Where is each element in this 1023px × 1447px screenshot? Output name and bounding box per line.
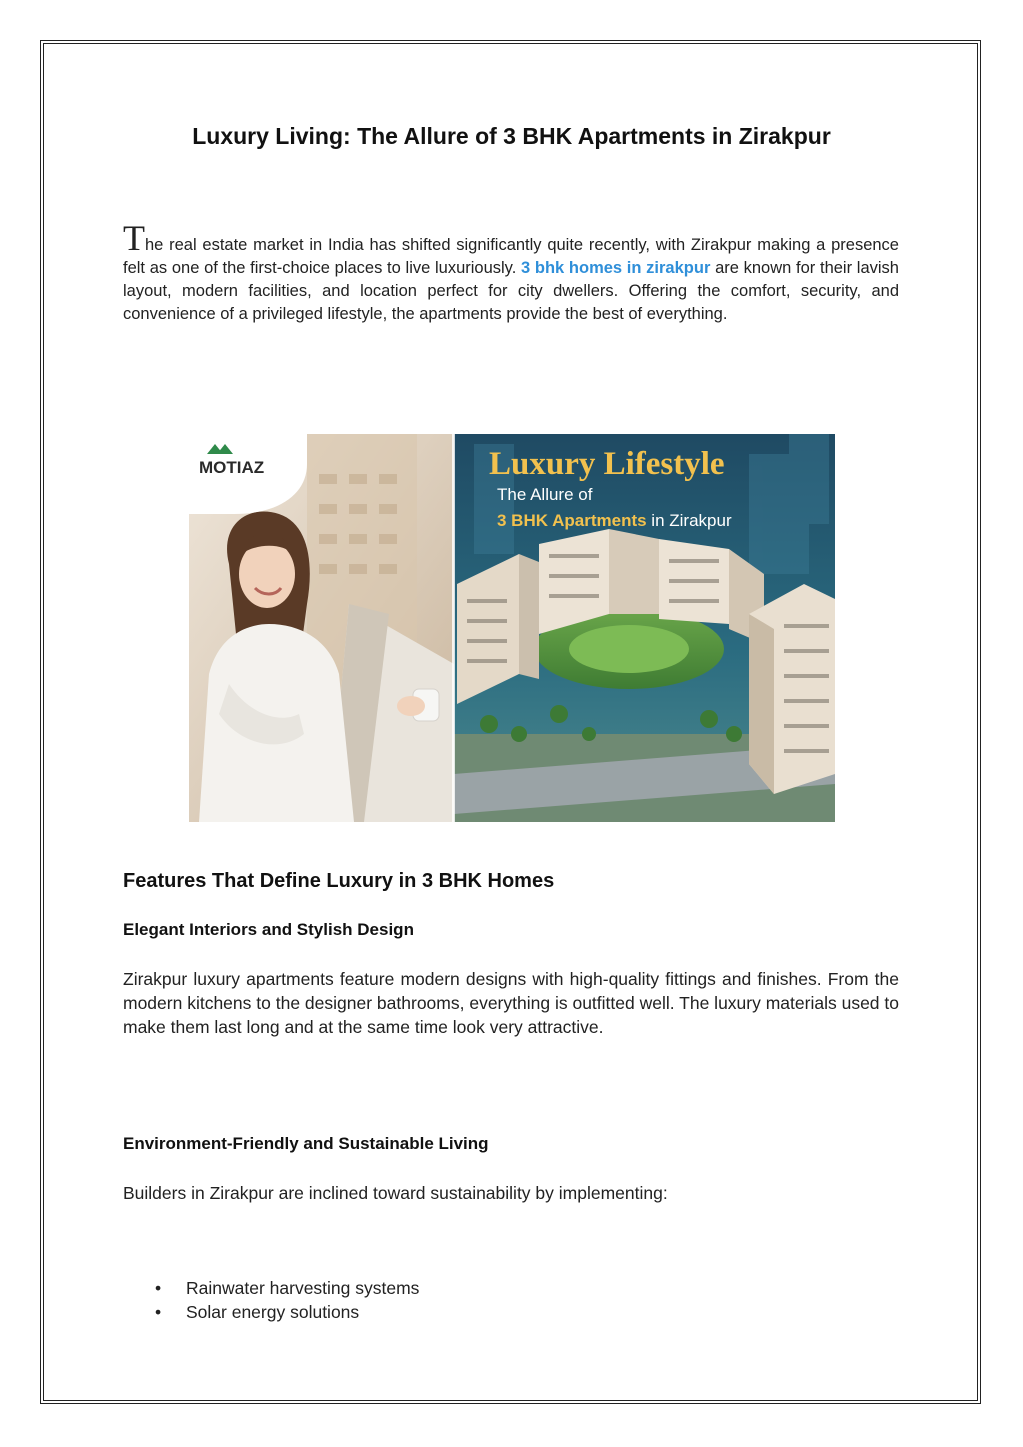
homes-link[interactable]: 3 bhk homes in zirakpur [521, 259, 711, 277]
section-heading-features: Features That Define Luxury in 3 BHK Homes [123, 870, 555, 892]
list-item: • Rainwater harvesting systems [123, 1276, 419, 1300]
banner-subline-1: The Allure of [497, 485, 593, 504]
paragraph-elegant-interiors: Zirakpur luxury apartments feature modern designs with high-quality fittings and finishes. From the modern kitchens to the designer bathrooms, everything is outfitted well. The luxury materials used to make them last long and at the same time look very attractive. [123, 969, 899, 1037]
banner-subline-2-rest: in Zirakpur [646, 511, 732, 530]
sustainability-list [123, 1276, 419, 1324]
paragraph-sustainable-living: Builders in Zirakpur are inclined toward sustainability by implementing: [123, 1183, 668, 1203]
intro-text-end: are known for their lavish layout, modern facilities, and location perfect for city dwellers. Offering the comfort, security, and convenience of a privileged lifestyle, the apartments provide the best of everything. [123, 259, 899, 323]
intro-text-start: he real estate market in India has shifted significantly quite recently, with Zirakpur making a presence felt as one of the first-choice places to live luxuriously. [123, 236, 899, 277]
banner-subline-2-bold: 3 BHK Apartments [497, 511, 647, 530]
subheading-sustainable-living: Environment-Friendly and Sustainable Living [123, 1134, 489, 1153]
subheading-elegant-interiors: Elegant Interiors and Stylish Design [123, 920, 414, 939]
intro-dropcap: T [123, 218, 145, 258]
list-item: • Solar energy solutions [123, 1300, 419, 1324]
logo-text: MOTIAZ [199, 458, 265, 477]
intro-paragraph [123, 218, 899, 326]
banner-subline-2 [497, 511, 732, 530]
page-title: Luxury Living: The Allure of 3 BHK Apartments in Zirakpur [192, 123, 831, 149]
banner-headline: Luxury Lifestyle [489, 446, 725, 482]
promo-banner-image [189, 434, 835, 822]
